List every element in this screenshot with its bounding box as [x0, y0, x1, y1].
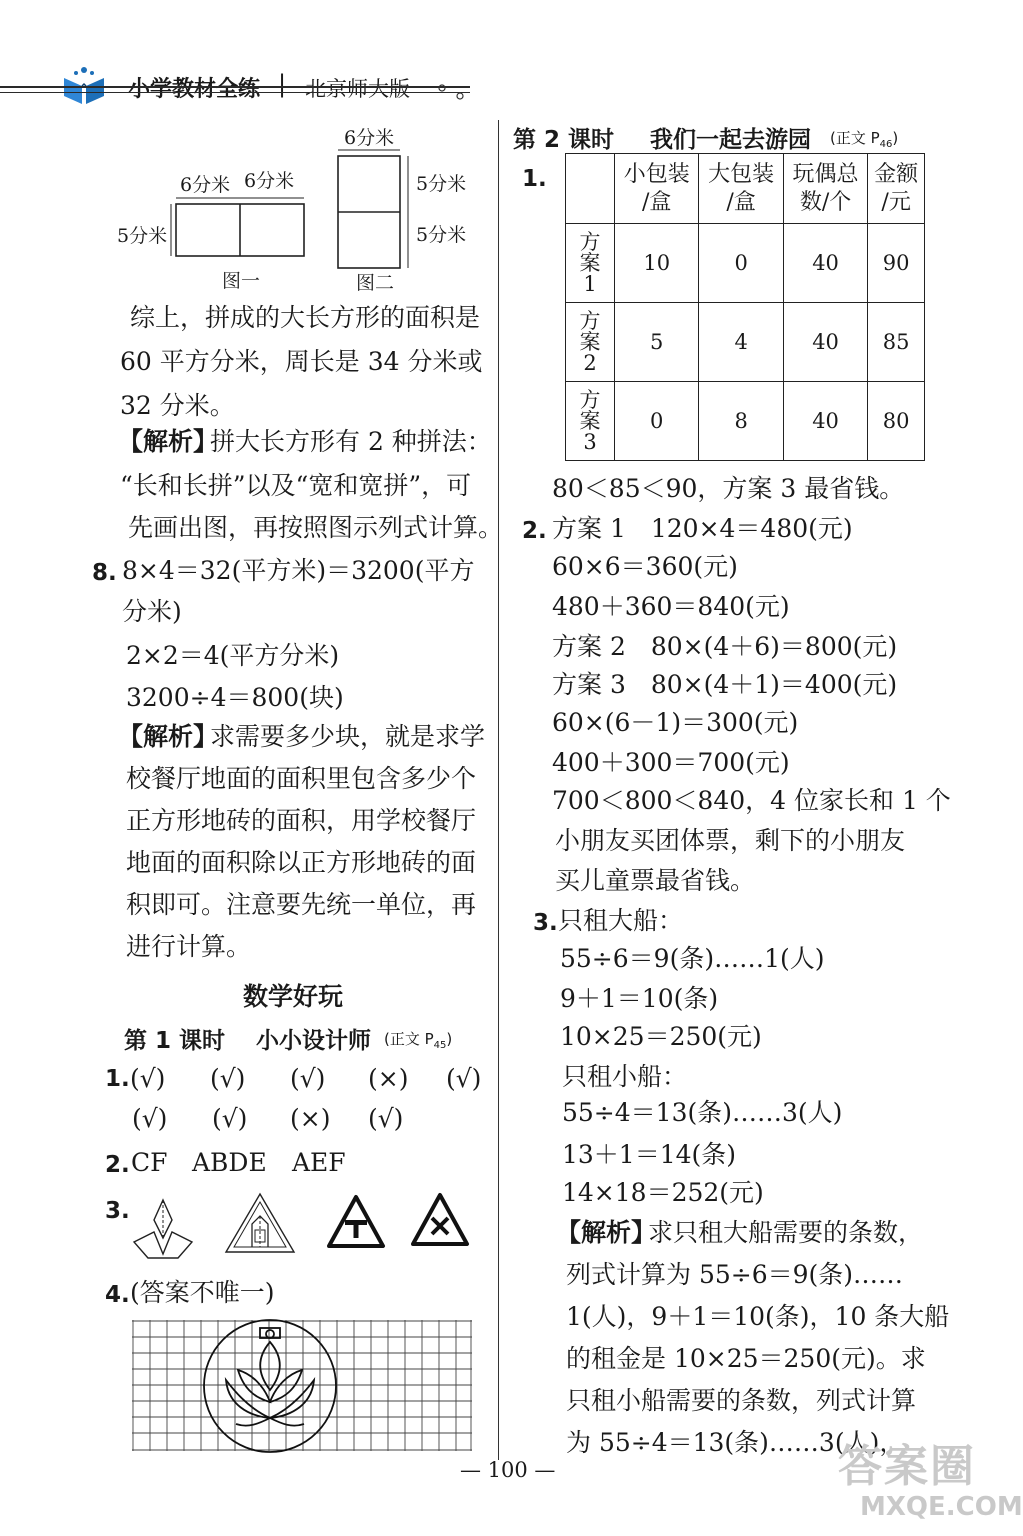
lesson2-label: 第 2 课时: [513, 127, 615, 153]
q2-left-number: 2.: [105, 1152, 130, 1178]
q1-answer: (√): [212, 1104, 248, 1133]
q3-left-number: 3.: [105, 1198, 130, 1224]
summary-line-2: 60 平方分米，周长是 34 分米或: [120, 347, 483, 376]
q3-line: 55÷6＝9(条)……1(人): [560, 944, 825, 973]
table-cell: 5: [615, 303, 699, 382]
fig2-height-label-b: 5分米: [416, 224, 467, 246]
q8-line-2: 分米): [122, 597, 182, 626]
q1-answer: (×): [290, 1104, 331, 1133]
q8-line-3: 2×2＝4(平方分米): [126, 641, 340, 670]
analysis8-line-6: 进行计算。: [126, 932, 252, 961]
q3-line: 10×25＝250(元): [560, 1022, 762, 1051]
q2-line: 方案 2 80×(4＋6)＝800(元): [552, 632, 898, 661]
table-header-cell: 大包装 /盒: [699, 154, 783, 224]
plan-name-cell: 方 案 2: [566, 303, 615, 382]
q1-answer: (√): [290, 1064, 326, 1093]
table-cell: 8: [699, 382, 783, 461]
q3-right-number: 3.: [533, 910, 558, 936]
q4-note: (答案不唯一): [130, 1278, 275, 1307]
table-header-cell: 小包装 /盒: [615, 154, 699, 224]
q3-line: 14×18＝252(元): [562, 1178, 764, 1207]
q2-line: 方案 1 120×4＝480(元): [552, 514, 853, 543]
symmetry-road-sign-figure: [224, 1192, 296, 1254]
analysis3-line: 只租小船需要的条数，列式计算: [566, 1386, 917, 1415]
fig1-width-label-b: 6分米: [244, 170, 295, 192]
q2-line: 买儿童票最省钱。: [555, 866, 756, 895]
q1-answer: (×): [368, 1064, 409, 1093]
analysis-tag: 【解析】: [118, 427, 219, 456]
table-cell: 85: [868, 303, 925, 382]
summary-line-3: 32 分米。: [120, 391, 235, 420]
q8-line-4: 3200÷4＝800(块): [126, 683, 344, 712]
plan-comparison-table: [565, 153, 925, 461]
q2-answer: AEF: [292, 1148, 346, 1177]
q1-answer: (√): [130, 1064, 166, 1093]
figure-two: [334, 148, 416, 270]
table-cell: 80: [868, 382, 925, 461]
header-separator: |: [278, 70, 287, 98]
table-cell: 0: [615, 382, 699, 461]
fig2-height-label-a: 5分米: [416, 173, 467, 195]
q2-right-number: 2.: [522, 518, 547, 544]
q3-line: 55÷4＝13(条)……3(人): [562, 1098, 843, 1127]
q1-answer: (√): [446, 1064, 482, 1093]
q8-number: 8.: [92, 560, 117, 586]
figure-one: [170, 196, 310, 260]
analysis3-line: 求只租大船需要的条数，: [648, 1218, 924, 1247]
analysis3-line: 的租金是 10×25＝250(元)。求: [566, 1344, 926, 1373]
table-row: [566, 303, 925, 382]
analysis8-line-5: 积即可。注意要先统一单位，再: [126, 890, 477, 919]
q1-left-number: 1.: [105, 1066, 130, 1092]
fig1-height-label: 5分米: [117, 225, 168, 247]
q2-line: 400＋300＝700(元): [552, 748, 790, 777]
q2-line: 小朋友买团体票，剩下的小朋友: [555, 826, 906, 855]
column-divider: [498, 120, 499, 1460]
analysis7-line-3: 先画出图，再按照图示列式计算。: [128, 513, 504, 542]
table-header-cell: 玩偶总 数/个: [783, 154, 867, 224]
analysis8-line-3: 正方形地砖的面积，用学校餐厅: [126, 806, 477, 835]
header-ornament: [436, 84, 470, 102]
q1-right-number: 1.: [522, 166, 547, 192]
q2-line: 60×(6－1)＝300(元): [552, 708, 799, 737]
table-cell: 10: [615, 224, 699, 303]
q3-line: 9＋1＝10(条): [560, 984, 719, 1013]
q1-answer: (√): [368, 1104, 404, 1133]
book-title: 小学教材全练: [128, 77, 261, 102]
analysis8-line-1: 求需要多少块，就是求学: [210, 722, 486, 751]
table-corner-cell: [566, 154, 615, 224]
lesson2-name: 我们一起去游园: [650, 127, 811, 153]
table-row: [566, 382, 925, 461]
analysis8-line-4: 地面的面积除以正方形地砖的面: [126, 848, 477, 877]
lesson1-name: 小小设计师: [256, 1028, 371, 1054]
analysis-tag: 【解析】: [556, 1218, 657, 1247]
grid-design-figure: [132, 1320, 472, 1452]
plan-name-cell: 方 案 1: [566, 224, 615, 303]
q3-line: 只租小船：: [562, 1062, 688, 1091]
crossroad-sign-icon: [410, 1192, 470, 1248]
symmetry-diamond-figure: [130, 1198, 196, 1264]
lesson2-ref: (正文 $P_{46}$): [830, 129, 899, 150]
book-logo-icon: [60, 62, 108, 106]
q2-answer: ABDE: [192, 1148, 267, 1177]
analysis3-line: 为 55÷4＝13(条)……3(人)，: [566, 1428, 905, 1457]
q2-line: 60×6＝360(元): [552, 552, 738, 581]
q4-left-number: 4.: [105, 1282, 130, 1308]
edition-label: 北京师大版: [305, 77, 410, 101]
fig2-caption: 图二: [356, 272, 395, 294]
table-cell: 40: [783, 382, 867, 461]
fig2-width-label: 6分米: [344, 127, 395, 149]
q2-answer: CF: [131, 1148, 168, 1177]
q1-conclusion: 80＜85＜90，方案 3 最省钱。: [552, 474, 905, 503]
q1-answer: (√): [210, 1064, 246, 1093]
q8-line-1: 8×4＝32(平方米)＝3200(平方: [122, 556, 475, 585]
plan-name-cell: 方 案 3: [566, 382, 615, 461]
analysis3-line: 1(人)，9＋1＝10(条)，10 条大船: [566, 1302, 950, 1331]
q3-line: 只租大船：: [558, 906, 684, 935]
analysis7-line-2: “长和长拼”以及“宽和宽拼”，可: [120, 471, 472, 500]
table-header-row: [566, 154, 925, 224]
q2-line: 700＜800＜840，4 位家长和 1 个: [552, 786, 951, 815]
fig1-caption: 图一: [222, 270, 261, 292]
watermark-logo: 答案圈: [838, 1441, 976, 1492]
table-cell: 40: [783, 224, 867, 303]
q1-answer: (√): [132, 1104, 168, 1133]
t-junction-sign-icon: [326, 1194, 386, 1250]
q2-line: 480＋360＝840(元): [552, 592, 790, 621]
fig1-width-label-a: 6分米: [180, 174, 231, 196]
lesson1-ref: (正文 $P_{45}$): [384, 1030, 453, 1051]
lesson1-label: 第 1 课时: [124, 1028, 226, 1054]
table-header-cell: 金额 /元: [868, 154, 925, 224]
table-cell: 0: [699, 224, 783, 303]
analysis3-line: 列式计算为 55÷6＝9(条)……: [566, 1260, 904, 1289]
watermark-url: MXQE.COM: [860, 1492, 1023, 1522]
table-cell: 40: [783, 303, 867, 382]
header-rule: [0, 86, 470, 88]
table-cell: 90: [868, 224, 925, 303]
section-title: 数学好玩: [243, 982, 344, 1011]
q2-line: 方案 3 80×(4＋1)＝400(元): [552, 670, 898, 699]
q3-line: 13＋1＝14(条): [562, 1140, 737, 1169]
table-cell: 4: [699, 303, 783, 382]
analysis8-line-2: 校餐厅地面的面积里包含多少个: [126, 764, 477, 793]
header-rule-thin: [0, 92, 470, 93]
analysis-tag: 【解析】: [118, 722, 219, 751]
analysis7-line-1: 拼大长方形有 2 种拼法：: [210, 427, 492, 456]
summary-line-1: 综上，拼成的大长方形的面积是: [130, 303, 481, 332]
page-number: — 100 —: [460, 1458, 556, 1482]
table-row: [566, 224, 925, 303]
